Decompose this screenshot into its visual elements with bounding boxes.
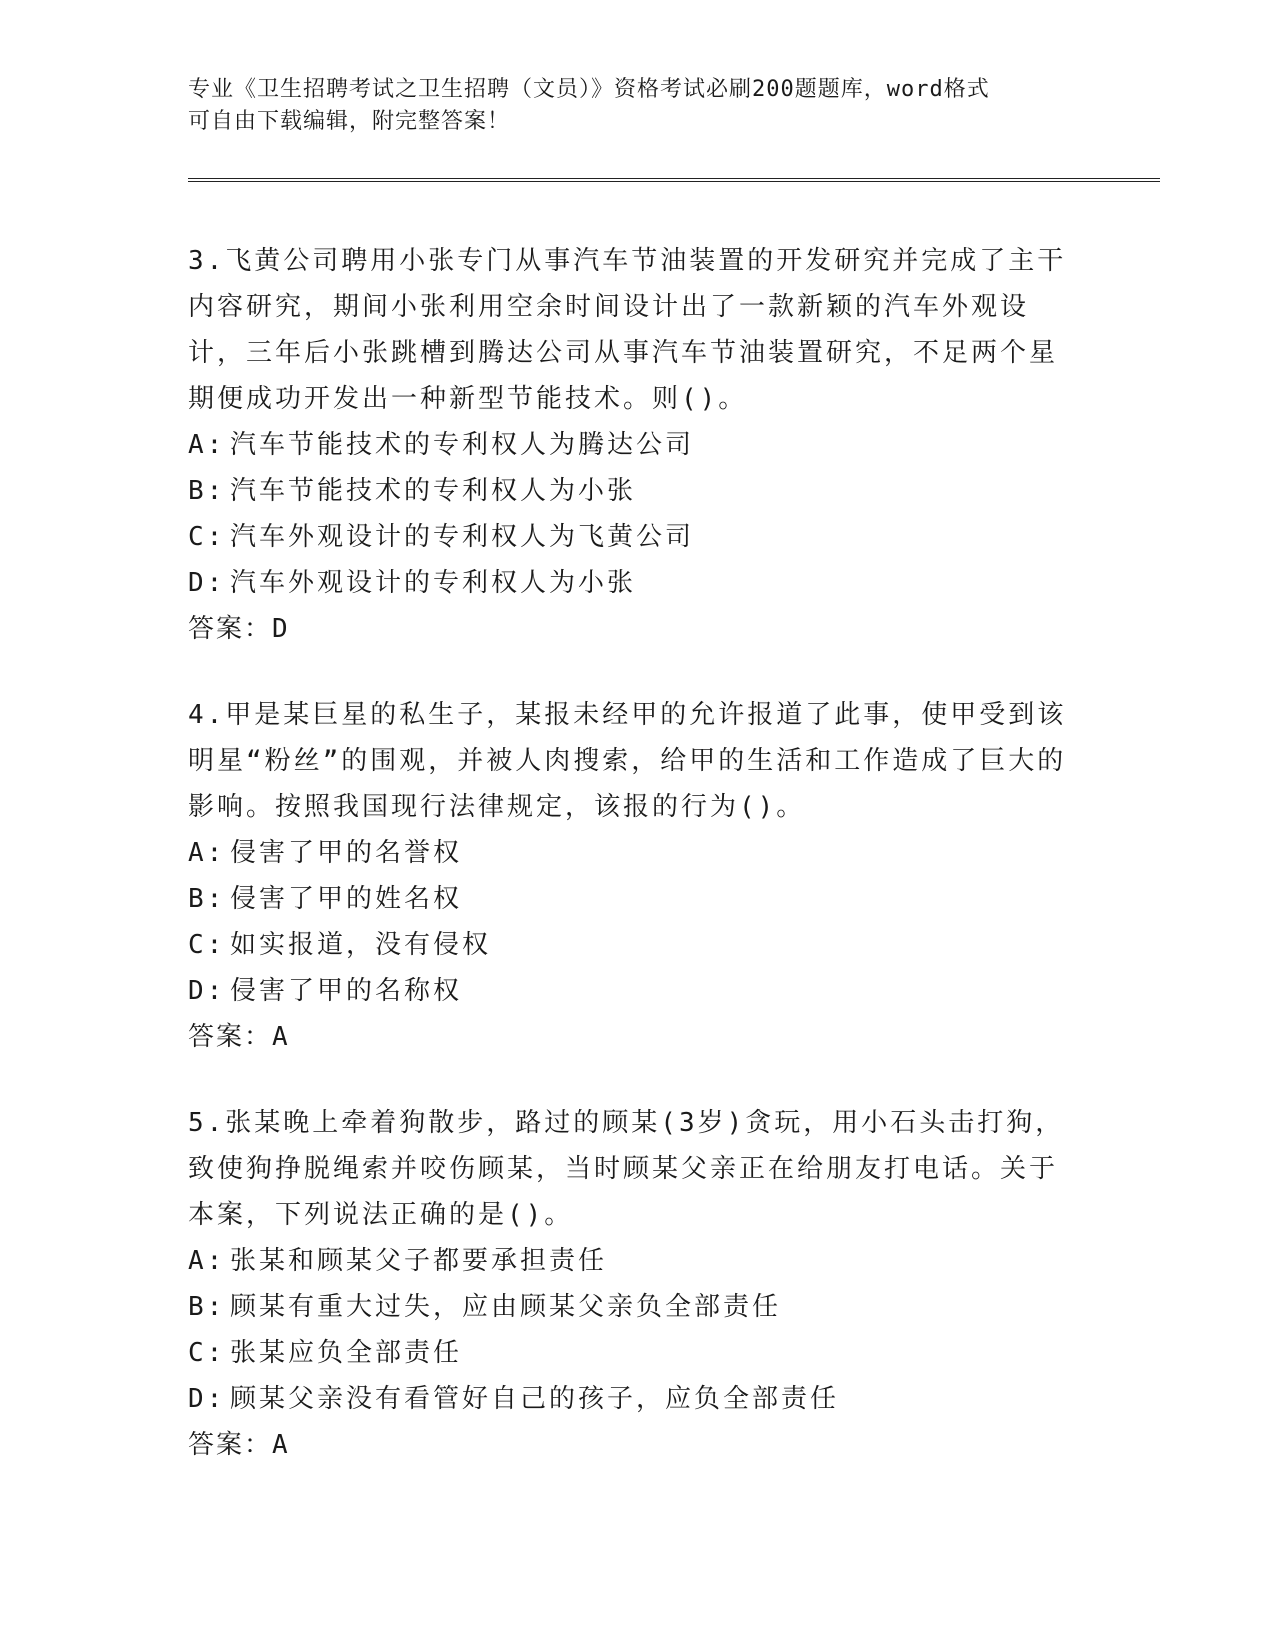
option-key: C: bbox=[188, 522, 226, 552]
option-text: 汽车节能技术的专利权人为小张 bbox=[230, 476, 637, 506]
option-text: 顾某有重大过失，应由顾某父亲负全部责任 bbox=[230, 1292, 782, 1322]
question-stem: 4.甲是某巨星的私生子，某报未经甲的允许报道了此事，使甲受到该明星“粉丝”的围观，并被人肉搜索，给甲的生活和工作造成了巨大的影响。按照我国现行法律规定，该报的行为()。 bbox=[188, 700, 1067, 822]
option-d bbox=[188, 1376, 1078, 1422]
option-key: B: bbox=[188, 1292, 226, 1322]
question-3 bbox=[188, 238, 1078, 652]
answer-line: 答案：A bbox=[188, 1022, 290, 1052]
option-text: 顾某父亲没有看管好自己的孩子，应负全部责任 bbox=[230, 1384, 840, 1414]
header-divider bbox=[188, 178, 1160, 182]
option-text: 汽车节能技术的专利权人为腾达公司 bbox=[230, 430, 695, 460]
option-key: D: bbox=[188, 568, 226, 598]
option-key: C: bbox=[188, 930, 226, 960]
option-key: D: bbox=[188, 976, 226, 1006]
option-a bbox=[188, 1238, 1078, 1284]
question-4 bbox=[188, 692, 1078, 1060]
document-header bbox=[188, 74, 1068, 138]
option-a bbox=[188, 422, 1078, 468]
header-line-1: 专业《卫生招聘考试之卫生招聘（文员）》资格考试必刷200题题库，word格式 bbox=[188, 77, 990, 102]
option-text: 汽车外观设计的专利权人为小张 bbox=[230, 568, 637, 598]
option-text: 张某应负全部责任 bbox=[230, 1338, 463, 1368]
option-key: A: bbox=[188, 430, 226, 460]
option-text: 如实报道，没有侵权 bbox=[230, 930, 492, 960]
option-text: 汽车外观设计的专利权人为飞黄公司 bbox=[230, 522, 695, 552]
question-5 bbox=[188, 1100, 1078, 1468]
option-text: 侵害了甲的名誉权 bbox=[230, 838, 463, 868]
option-key: D: bbox=[188, 1384, 226, 1414]
option-d bbox=[188, 968, 1078, 1014]
option-c bbox=[188, 922, 1078, 968]
option-b bbox=[188, 1284, 1078, 1330]
option-key: A: bbox=[188, 838, 226, 868]
option-c bbox=[188, 514, 1078, 560]
question-stem: 3.飞黄公司聘用小张专门从事汽车节油装置的开发研究并完成了主干内容研究，期间小张利用空余时间设计出了一款新颖的汽车外观设计，三年后小张跳槽到腾达公司从事汽车节油装置研究，不足两个星期便成功开发出一种新型节能技术。则()。 bbox=[188, 246, 1067, 414]
option-key: C: bbox=[188, 1338, 226, 1368]
question-list bbox=[188, 238, 1078, 1508]
option-text: 侵害了甲的名称权 bbox=[230, 976, 463, 1006]
option-b bbox=[188, 468, 1078, 514]
option-key: B: bbox=[188, 884, 226, 914]
answer-line: 答案：A bbox=[188, 1430, 290, 1460]
option-d bbox=[188, 560, 1078, 606]
option-text: 侵害了甲的姓名权 bbox=[230, 884, 463, 914]
option-a bbox=[188, 830, 1078, 876]
question-stem: 5.张某晚上牵着狗散步，路过的顾某(3岁)贪玩，用小石头击打狗，致使狗挣脱绳索并咬伤顾某，当时顾某父亲正在给朋友打电话。关于本案，下列说法正确的是()。 bbox=[188, 1108, 1065, 1230]
option-c bbox=[188, 1330, 1078, 1376]
option-text: 张某和顾某父子都要承担责任 bbox=[230, 1246, 608, 1276]
answer-line: 答案：D bbox=[188, 614, 290, 644]
option-key: B: bbox=[188, 476, 226, 506]
header-line-2: 可自由下载编辑，附完整答案！ bbox=[188, 109, 511, 134]
option-b bbox=[188, 876, 1078, 922]
option-key: A: bbox=[188, 1246, 226, 1276]
